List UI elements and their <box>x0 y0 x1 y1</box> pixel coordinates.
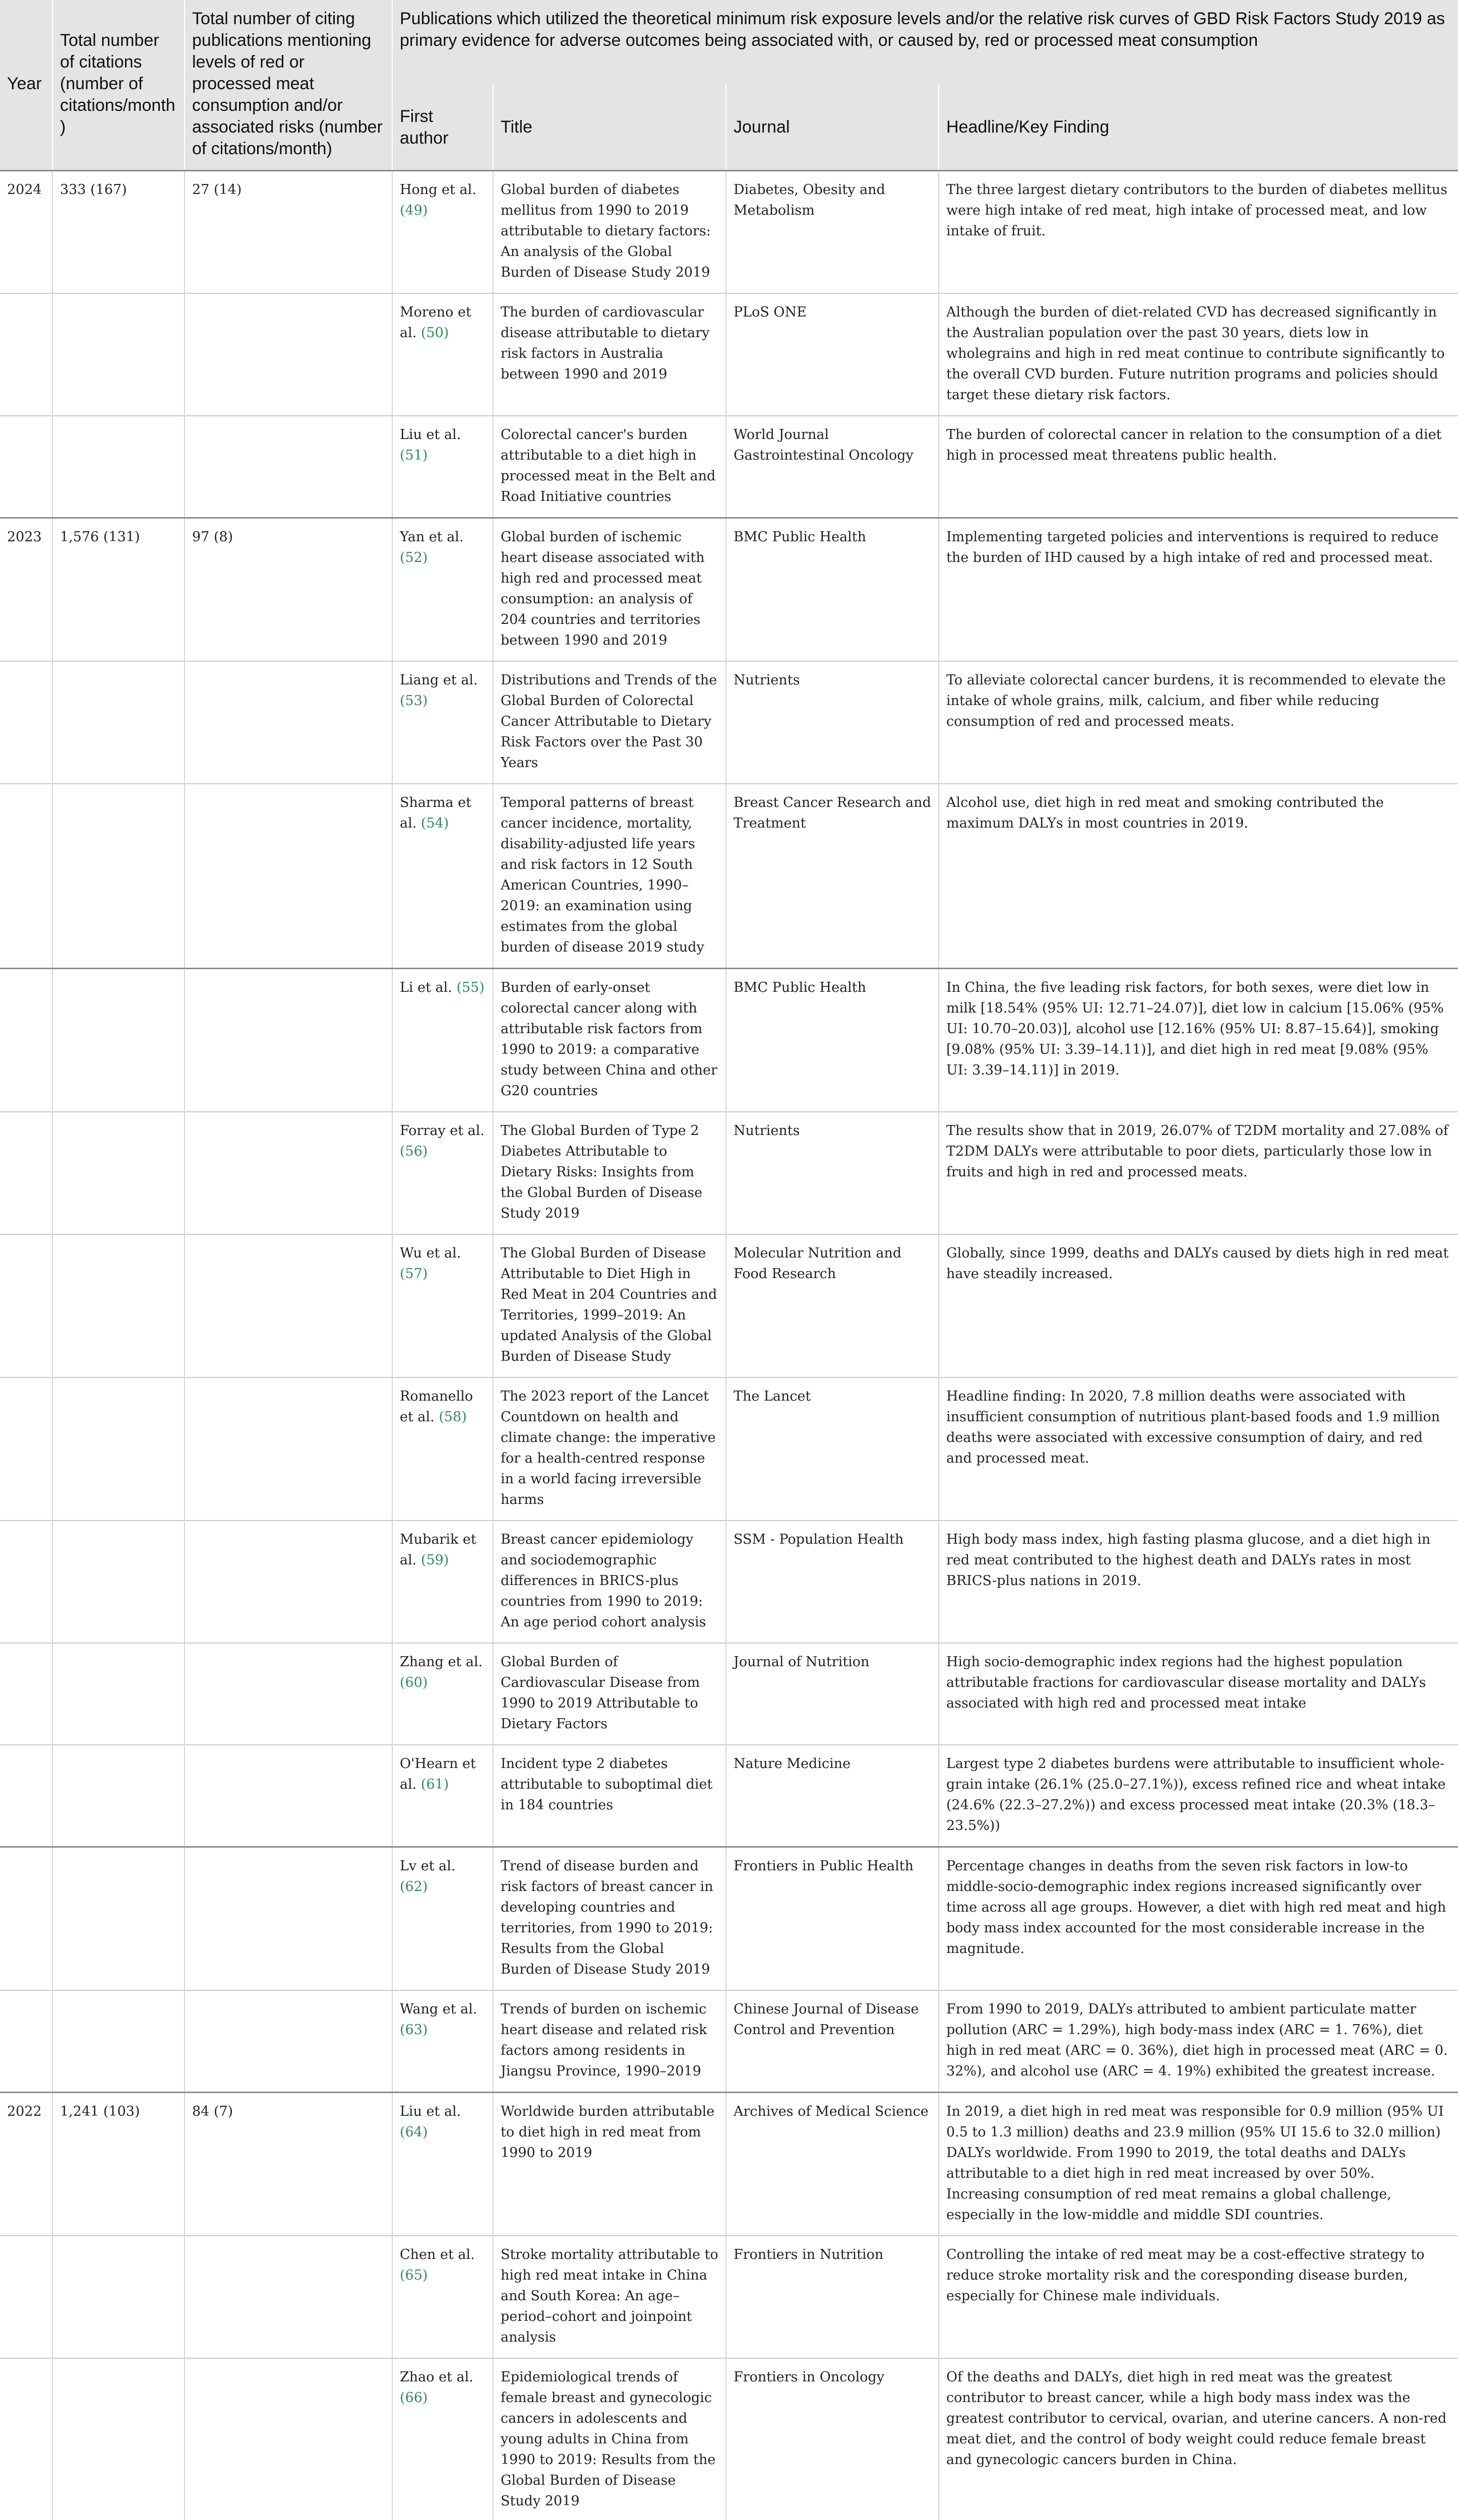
table-row <box>0 2236 1458 2358</box>
cell-year <box>0 293 52 416</box>
cell-title: The burden of cardiovascular disease attributable to dietary risk factors in Australia between 1990 and 2019 <box>493 293 726 416</box>
cell-first-author <box>392 171 493 294</box>
cell-year <box>0 1745 52 1847</box>
first-author-name: Moreno et al. <box>400 304 471 341</box>
cell-citing-publications <box>185 2358 392 2520</box>
cell-total-citations <box>52 1234 185 1377</box>
cell-year <box>0 784 52 969</box>
reference-link[interactable]: (49) <box>400 203 428 218</box>
cell-journal: Journal of Nutrition <box>726 1643 939 1745</box>
cell-title: Epidemiological trends of female breast and gynecologic cancers in adolescents and young adults in China from 1990 to 2019: Results from the Global Burden of Disease Study 2019 <box>493 2358 726 2520</box>
cell-total-citations <box>52 2358 185 2520</box>
cell-first-author <box>392 1990 493 2093</box>
cell-title: Breast cancer epidemiology and sociodemographic differences in BRICS-plus countries from 1990 to 2019: An age period cohort analysis <box>493 1521 726 1643</box>
cell-total-citations <box>52 1643 185 1745</box>
cell-title: Temporal patterns of breast cancer incidence, mortality, disability-adjusted life years and risk factors in 12 South American Countries, 1990–2019: an examination using estimates from the global burden of disease 2019 study <box>493 784 726 969</box>
table-row <box>0 293 1458 416</box>
cell-year <box>0 1234 52 1377</box>
header-finding: Headline/Key Finding <box>939 85 1458 170</box>
cell-finding: The burden of colorectal cancer in relation to the consumption of a diet high in processed meat threatens public health. <box>939 416 1458 518</box>
cell-year <box>0 2236 52 2358</box>
first-author-name: Mubarik et al. <box>400 1532 476 1568</box>
reference-link[interactable]: (56) <box>400 1144 428 1159</box>
cell-citing-publications: 97 (8) <box>185 518 392 662</box>
reference-link[interactable]: (61) <box>420 1777 449 1792</box>
cell-first-author <box>392 1234 493 1377</box>
cell-finding: Percentage changes in deaths from the seven risk factors in low-to middle-socio-demographic index regions increased significantly over time across all age groups. However, a diet with high red meat and high body mass index accounted for the most considerable increase in the magnitude. <box>939 1847 1458 1991</box>
cell-total-citations <box>52 1990 185 2093</box>
cell-journal: SSM - Population Health <box>726 1521 939 1643</box>
cell-title: Colorectal cancer's burden attributable to a diet high in processed meat in the Belt and Road Initiative countries <box>493 416 726 518</box>
table-body <box>0 171 1458 2520</box>
table-row <box>0 1990 1458 2093</box>
first-author-name: Lv et al. <box>400 1858 456 1874</box>
cell-journal: Diabetes, Obesity and Metabolism <box>726 171 939 294</box>
cell-finding: High body mass index, high fasting plasma glucose, and a diet high in red meat contributed to the highest death and DALYs rates in most BRICS-plus nations in 2019. <box>939 1521 1458 1643</box>
reference-link[interactable]: (63) <box>400 2022 428 2038</box>
cell-title: Distributions and Trends of the Global Burden of Colorectal Cancer Attributable to Dietary Risk Factors over the Past 30 Years <box>493 661 726 784</box>
cell-first-author <box>392 2358 493 2520</box>
reference-link[interactable]: (57) <box>400 1266 428 1282</box>
cell-total-citations <box>52 969 185 1112</box>
header-year: Year <box>0 0 52 171</box>
cell-total-citations <box>52 293 185 416</box>
cell-citing-publications: 84 (7) <box>185 2093 392 2236</box>
cell-year: 2022 <box>0 2093 52 2236</box>
cell-total-citations <box>52 1745 185 1847</box>
cell-total-citations <box>52 784 185 969</box>
cell-citing-publications <box>185 1745 392 1847</box>
cell-journal: The Lancet <box>726 1377 939 1521</box>
cell-first-author <box>392 2093 493 2236</box>
cell-journal: Archives of Medical Science <box>726 2093 939 2236</box>
reference-link[interactable]: (65) <box>400 2267 428 2283</box>
cell-title: Incident type 2 diabetes attributable to suboptimal diet in 184 countries <box>493 1745 726 1847</box>
cell-citing-publications <box>185 1643 392 1745</box>
first-author-name: Wang et al. <box>400 2001 477 2017</box>
header-first-author: First author <box>392 85 493 170</box>
reference-link[interactable]: (54) <box>420 815 449 831</box>
cell-citing-publications <box>185 416 392 518</box>
header-publications-group: Publications which utilized the theoretical minimum risk exposure levels and/or the relative risk curves of GBD Risk Factors Study 2019 as primary evidence for adverse outcomes being associated with, or caused by, red or processed meat consumption <box>392 0 1458 85</box>
reference-link[interactable]: (62) <box>400 1879 428 1895</box>
table-row <box>0 784 1458 969</box>
cell-finding: To alleviate colorectal cancer burdens, it is recommended to elevate the intake of whole grains, milk, calcium, and fiber while reducing consumption of red and processed meats. <box>939 661 1458 784</box>
cell-journal: Frontiers in Nutrition <box>726 2236 939 2358</box>
cell-year <box>0 661 52 784</box>
cell-title: Trend of disease burden and risk factors of breast cancer in developing countries and territories, from 1990 to 2019: Results from the Global Burden of Disease Study 2019 <box>493 1847 726 1991</box>
cell-citing-publications <box>185 1377 392 1521</box>
cell-title: Worldwide burden attributable to diet high in red meat from 1990 to 2019 <box>493 2093 726 2236</box>
first-author-name: Zhao et al. <box>400 2369 473 2385</box>
cell-total-citations <box>52 1112 185 1234</box>
cell-total-citations: 1,241 (103) <box>52 2093 185 2236</box>
cell-finding: From 1990 to 2019, DALYs attributed to ambient particulate matter pollution (ARC = 1.29%), high body-mass index (ARC = 1. 76%), diet high in red meat (ARC = 0. 36%), diet high in processed meat (ARC = 0. 32%), and alcohol use (ARC = 4. 19%) exhibited the greatest increase. <box>939 1990 1458 2093</box>
cell-journal: Chinese Journal of Disease Control and Prevention <box>726 1990 939 2093</box>
first-author-name: Sharma et al. <box>400 795 472 831</box>
cell-first-author <box>392 293 493 416</box>
cell-year: 2023 <box>0 518 52 662</box>
reference-link[interactable]: (60) <box>400 1675 428 1690</box>
table-row <box>0 661 1458 784</box>
cell-journal: World Journal Gastrointestinal Oncology <box>726 416 939 518</box>
cell-finding: High socio-demographic index regions had the highest population attributable fractions for cardiovascular disease mortality and DALYs associated with high red and processed meat intake <box>939 1643 1458 1745</box>
table-row <box>0 416 1458 518</box>
cell-citing-publications <box>185 1847 392 1991</box>
cell-citing-publications <box>185 1112 392 1234</box>
first-author-name: Yan et al. <box>400 529 464 545</box>
cell-first-author <box>392 1521 493 1643</box>
cell-citing-publications <box>185 293 392 416</box>
first-author-name: Liu et al. <box>400 427 461 443</box>
cell-total-citations: 333 (167) <box>52 171 185 294</box>
first-author-name: Forray et al. <box>400 1123 484 1139</box>
cell-first-author <box>392 1745 493 1847</box>
cell-first-author <box>392 2236 493 2358</box>
cell-year <box>0 2358 52 2520</box>
cell-journal: Frontiers in Public Health <box>726 1847 939 1991</box>
cell-first-author <box>392 518 493 662</box>
cell-year <box>0 1377 52 1521</box>
cell-citing-publications <box>185 2236 392 2358</box>
header-journal: Journal <box>726 85 939 170</box>
reference-link[interactable]: (53) <box>400 693 428 709</box>
reference-link[interactable]: (52) <box>400 550 428 565</box>
cell-finding: The three largest dietary contributors to the burden of diabetes mellitus were high intake of red meat, high intake of processed meat, and low intake of fruit. <box>939 171 1458 294</box>
cell-finding: Alcohol use, diet high in red meat and smoking contributed the maximum DALYs in most countries in 2019. <box>939 784 1458 969</box>
cell-finding: Headline finding: In 2020, 7.8 million deaths were associated with insufficient consumption of nutritious plant-based foods and 1.9 million deaths were associated with excessive consumption of dairy, and red and processed meat. <box>939 1377 1458 1521</box>
first-author-name: Zhang et al. <box>400 1654 483 1670</box>
table-row <box>0 518 1458 662</box>
cell-finding: In 2019, a diet high in red meat was responsible for 0.9 million (95% UI 0.5 to 1.3 million) deaths and 23.9 million (95% UI 15.6 to 32.0 million) DALYs worldwide. From 1990 to 2019, the total deaths and DALYs attributable to a diet high in red meat increased by over 50%. Increasing consumption of red meat remains a global challenge, especially in the low-middle and middle SDI countries. <box>939 2093 1458 2236</box>
cell-year: 2024 <box>0 171 52 294</box>
cell-title: The 2023 report of the Lancet Countdown on health and climate change: the imperative for a health-centred response in a world facing irreversible harms <box>493 1377 726 1521</box>
cell-total-citations <box>52 416 185 518</box>
table-row <box>0 1847 1458 1991</box>
cell-citing-publications <box>185 784 392 969</box>
cell-total-citations <box>52 1847 185 1991</box>
first-author-name: Romanello et al. <box>400 1389 473 1425</box>
table-row <box>0 969 1458 1112</box>
reference-link[interactable]: (50) <box>420 325 449 341</box>
first-author-name: Chen et al. <box>400 2247 475 2262</box>
first-author-name: Li et al. <box>400 980 452 995</box>
cell-title: Global burden of diabetes mellitus from 1990 to 2019 attributable to dietary factors: An analysis of the Global Burden of Disease Study 2019 <box>493 171 726 294</box>
cell-journal: Nutrients <box>726 661 939 784</box>
table-row <box>0 1745 1458 1847</box>
cell-finding: Of the deaths and DALYs, diet high in red meat was the greatest contributor to breast cancer, while a high body mass index was the greatest contributor to cervical, ovarian, and uterine cancers. A non-red meat diet, and the control of body weight could reduce female breast and gynecologic cancers burden in China. <box>939 2358 1458 2520</box>
cell-title: Stroke mortality attributable to high red meat intake in China and South Korea: An age–period–cohort and joinpoint analysis <box>493 2236 726 2358</box>
reference-link[interactable]: (64) <box>400 2124 428 2140</box>
first-author-name: Wu et al. <box>400 1245 461 1261</box>
table-row <box>0 2358 1458 2520</box>
cell-journal: Nature Medicine <box>726 1745 939 1847</box>
cell-finding: In China, the five leading risk factors, for both sexes, were diet low in milk [18.54% (95% UI: 12.71–24.07)], diet low in calcium [15.06% (95% UI: 10.70–20.03)], alcohol use [12.16% (95% UI: 8.87–15.64)], smoking [9.08% (95% UI: 3.39–14.11)], and diet high in red meat [9.08% (95% UI: 3.39–14.11)] in 2019. <box>939 969 1458 1112</box>
table-row <box>0 2093 1458 2236</box>
cell-total-citations <box>52 1521 185 1643</box>
reference-link[interactable]: (66) <box>400 2390 428 2406</box>
cell-journal: BMC Public Health <box>726 518 939 662</box>
reference-link[interactable]: (58) <box>439 1409 467 1425</box>
cell-finding: The results show that in 2019, 26.07% of T2DM mortality and 27.08% of T2DM DALYs were attributable to poor diets, particularly those low in fruits and high in red and processed meats. <box>939 1112 1458 1234</box>
reference-link[interactable]: (55) <box>456 980 484 995</box>
cell-first-author <box>392 784 493 969</box>
cell-finding: Although the burden of diet-related CVD has decreased significantly in the Australian population over the past 30 years, diets low in wholegrains and high in red meat continue to contribute significantly to the overall CVD burden. Future nutrition programs and policies should target these dietary risk factors. <box>939 293 1458 416</box>
cell-title: Global Burden of Cardiovascular Disease from 1990 to 2019 Attributable to Dietary Factors <box>493 1643 726 1745</box>
table-row <box>0 1112 1458 1234</box>
cell-finding: Controlling the intake of red meat may be a cost-effective strategy to reduce stroke mortality risk and the coresponding disease burden, especially for Chinese male individuals. <box>939 2236 1458 2358</box>
cell-first-author <box>392 1643 493 1745</box>
cell-journal: Breast Cancer Research and Treatment <box>726 784 939 969</box>
cell-total-citations <box>52 2236 185 2358</box>
cell-journal: Molecular Nutrition and Food Research <box>726 1234 939 1377</box>
cell-title: The Global Burden of Disease Attributable to Diet High in Red Meat in 204 Countries and Territories, 1999–2019: An updated Analysis of the Global Burden of Disease Study <box>493 1234 726 1377</box>
table-row <box>0 1377 1458 1521</box>
header-title: Title <box>493 85 726 170</box>
cell-journal: BMC Public Health <box>726 969 939 1112</box>
cell-total-citations <box>52 1377 185 1521</box>
table-header <box>0 0 1458 171</box>
cell-year <box>0 1847 52 1991</box>
cell-title: Trends of burden on ischemic heart disease and related risk factors among residents in Jiangsu Province, 1990–2019 <box>493 1990 726 2093</box>
cell-journal: Nutrients <box>726 1112 939 1234</box>
table-row <box>0 1234 1458 1377</box>
cell-title: Burden of early-onset colorectal cancer along with attributable risk factors from 1990 to 2019: a comparative study between China and other G20 countries <box>493 969 726 1112</box>
reference-link[interactable]: (59) <box>420 1552 449 1568</box>
cell-year <box>0 1643 52 1745</box>
cell-citing-publications <box>185 1521 392 1643</box>
cell-title: Global burden of ischemic heart disease associated with high red and processed meat consumption: an analysis of 204 countries and territories between 1990 and 2019 <box>493 518 726 662</box>
cell-first-author <box>392 661 493 784</box>
cell-year <box>0 416 52 518</box>
reference-link[interactable]: (51) <box>400 448 428 463</box>
cell-citing-publications <box>185 1990 392 2093</box>
cell-first-author <box>392 416 493 518</box>
header-total-citations: Total number of citations (number of citations/month) <box>52 0 185 171</box>
cell-first-author <box>392 1112 493 1234</box>
header-citing-publications: Total number of citing publications mentioning levels of red or processed meat consumption and/or associated risks (number of citations/month) <box>185 0 392 171</box>
cell-first-author <box>392 1377 493 1521</box>
cell-year <box>0 1112 52 1234</box>
cell-first-author <box>392 1847 493 1991</box>
cell-citing-publications <box>185 661 392 784</box>
cell-journal: PLoS ONE <box>726 293 939 416</box>
first-author-name: Hong et al. <box>400 182 476 198</box>
cell-year <box>0 969 52 1112</box>
cell-year <box>0 1521 52 1643</box>
cell-year <box>0 1990 52 2093</box>
cell-citing-publications <box>185 969 392 1112</box>
table-row <box>0 1643 1458 1745</box>
cell-finding: Implementing targeted policies and interventions is required to reduce the burden of IHD caused by a high intake of red and processed meat. <box>939 518 1458 662</box>
cell-first-author <box>392 969 493 1112</box>
first-author-name: O'Hearn et al. <box>400 1756 476 1792</box>
cell-finding: Globally, since 1999, deaths and DALYs caused by diets high in red meat have steadily increased. <box>939 1234 1458 1377</box>
table-row <box>0 171 1458 294</box>
cell-total-citations: 1,576 (131) <box>52 518 185 662</box>
table-row <box>0 1521 1458 1643</box>
cell-total-citations <box>52 661 185 784</box>
cell-finding: Largest type 2 diabetes burdens were attributable to insufficient whole-grain intake (26.1% (25.0–27.1%)), excess refined rice and wheat intake (24.6% (22.3–27.2%)) and excess processed meat intake (20.3% (18.3–23.5%)) <box>939 1745 1458 1847</box>
cell-journal: Frontiers in Oncology <box>726 2358 939 2520</box>
cell-citing-publications: 27 (14) <box>185 171 392 294</box>
first-author-name: Liu et al. <box>400 2104 461 2119</box>
cell-citing-publications <box>185 1234 392 1377</box>
cell-title: The Global Burden of Type 2 Diabetes Attributable to Dietary Risks: Insights from the Global Burden of Disease Study 2019 <box>493 1112 726 1234</box>
first-author-name: Liang et al. <box>400 672 478 688</box>
